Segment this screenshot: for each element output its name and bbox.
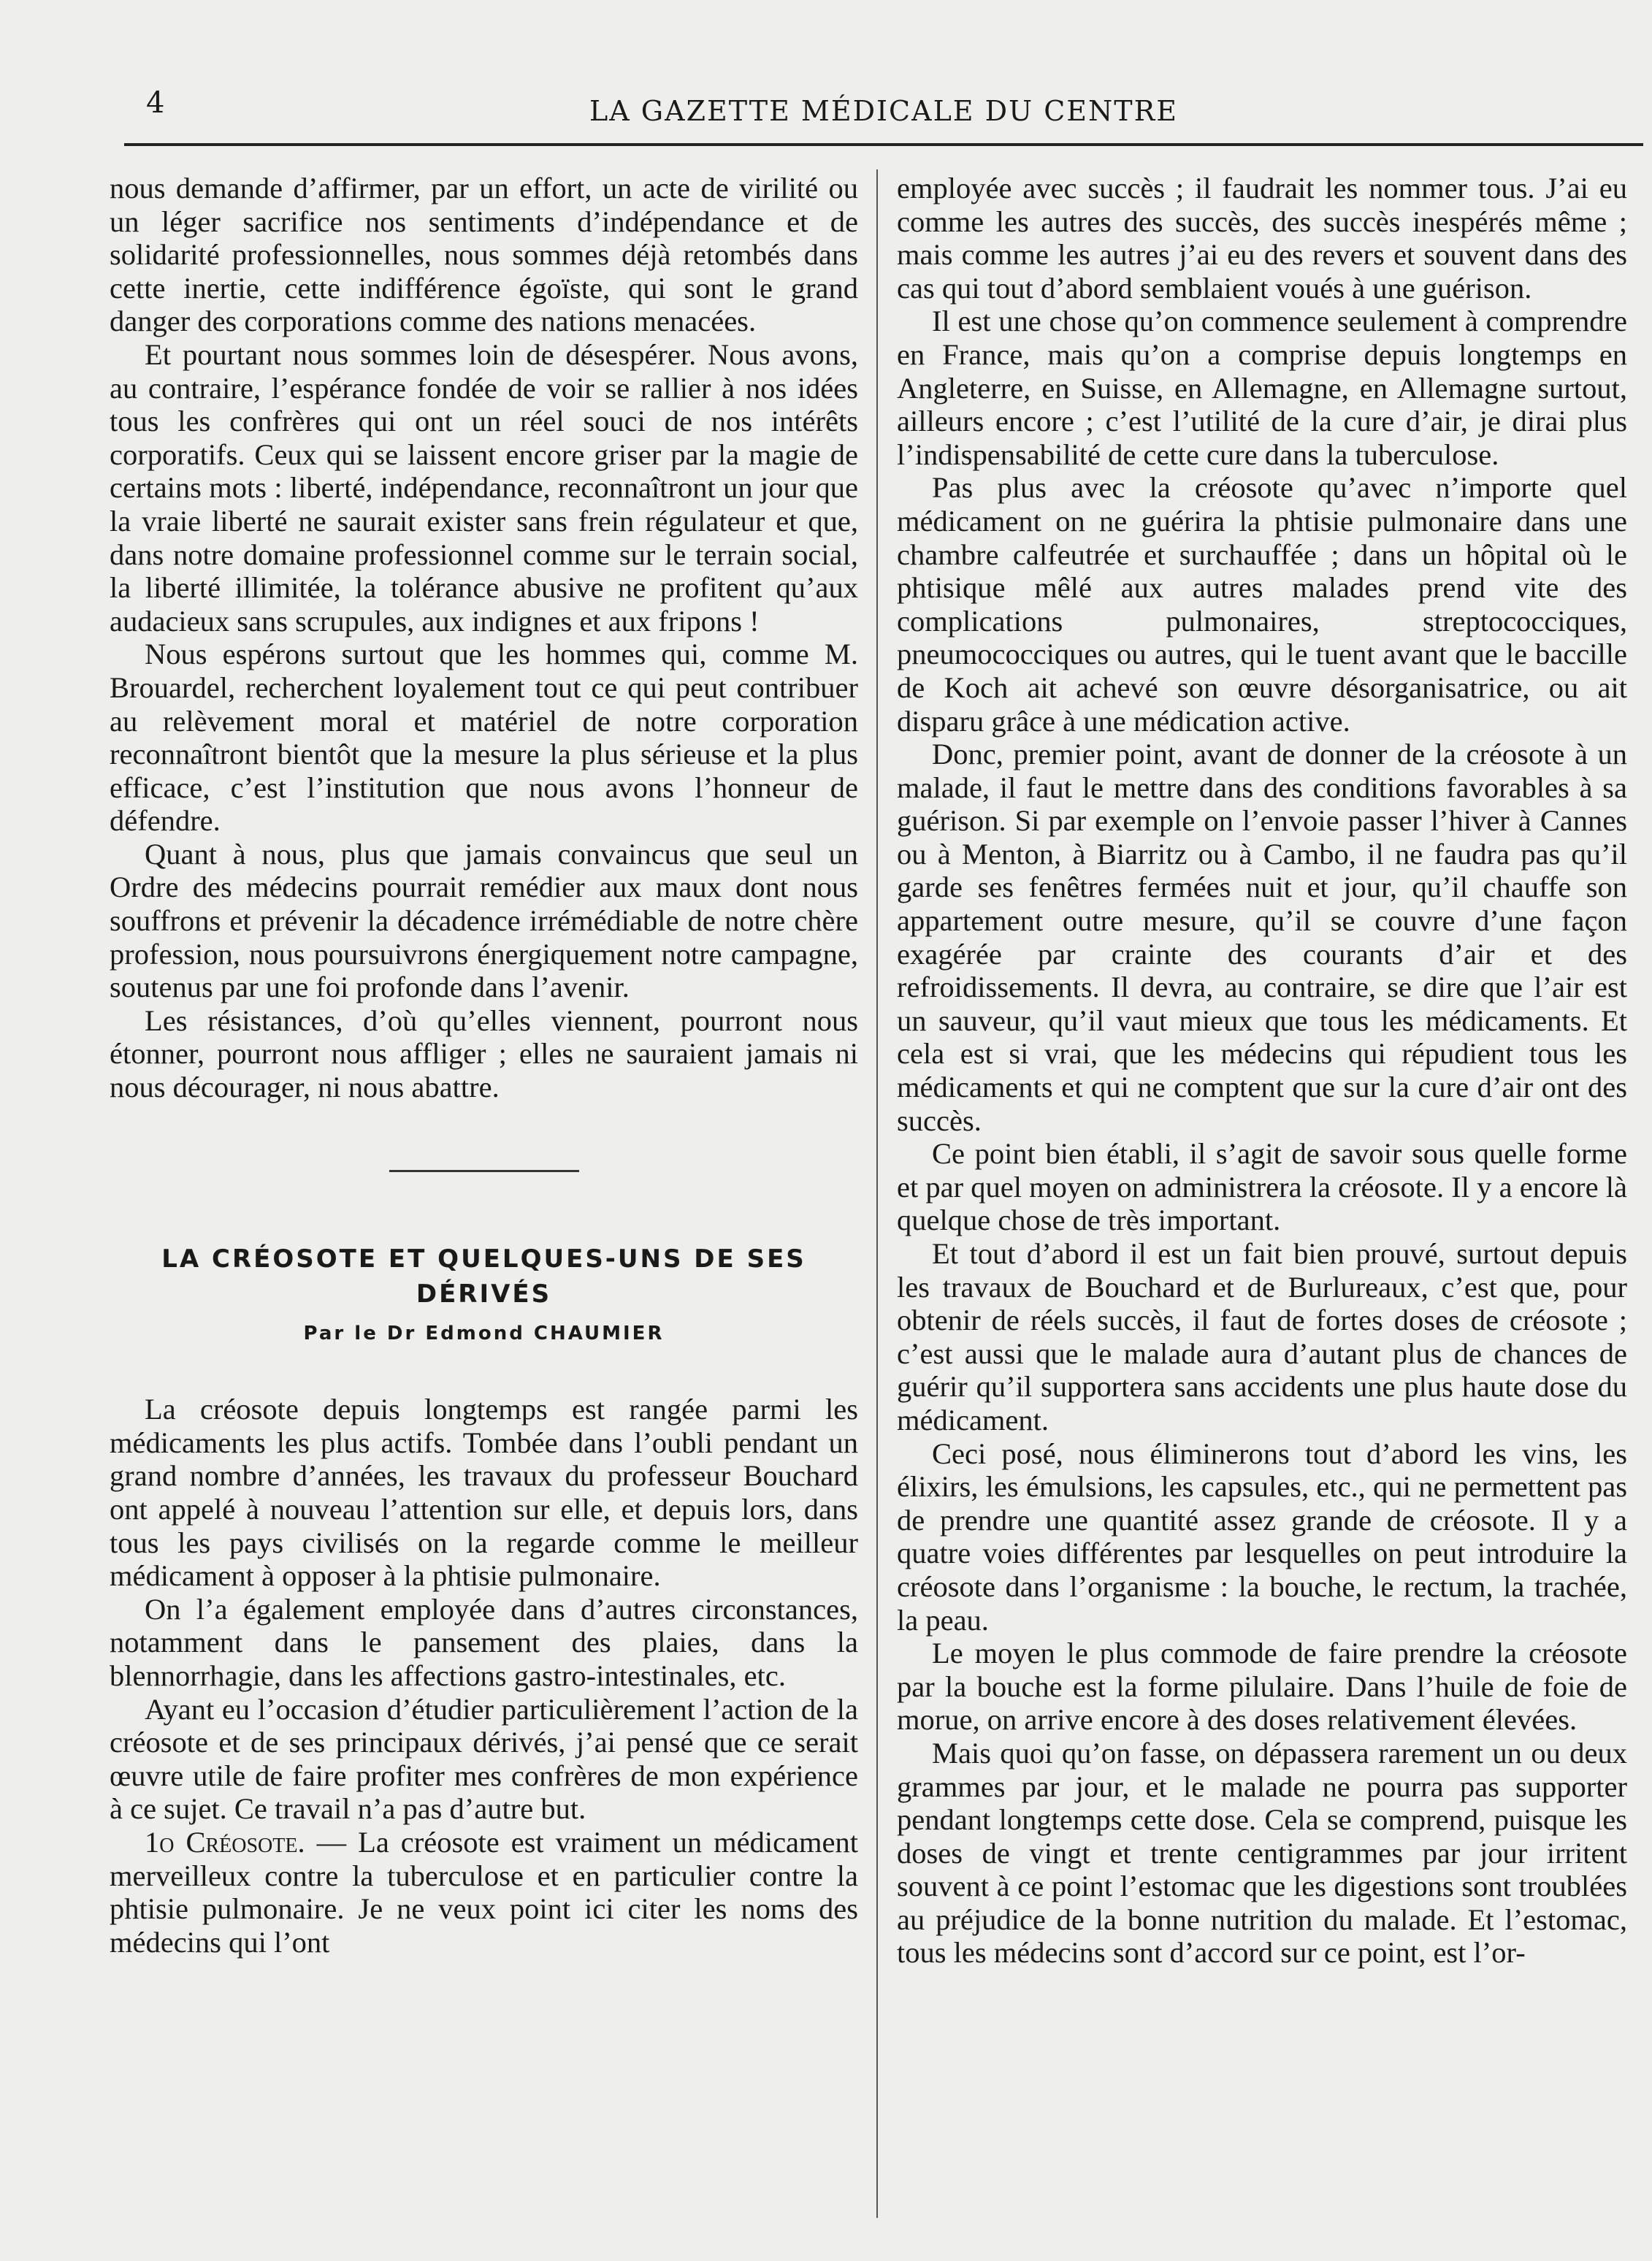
paragraph: Quant à nous, plus que jamais convaincus que seul un Ordre des médecins pourrait remédier aux maux dont nous souffrons et prévenir la décadence irrémédiable de notre chère profession, nous poursuivrons énergiquement notre campagne, soutenus par une foi profonde dans l’avenir. (110, 837, 858, 1004)
paragraph: La créosote depuis longtemps est rangée parmi les médicaments les plus actifs. Tombée dans l’oubli pendant un grand nombre d’années, les travaux du professeur Bouchard ont appelé à nouveau l’attention sur elle, et depuis lors, dans tous les pays civilisés on la regarde comme le meilleur médicament à opposer à la phtisie pulmonaire. (110, 1393, 858, 1593)
paragraph: Nous espérons surtout que les hommes qui, comme M. Brouardel, recherchent loyalement tout ce qui peut contribuer au relèvement moral et matériel de notre corporation reconnaîtront bientôt que la mesure la plus sérieuse et la plus efficace, c’est l’institution que nous avons l’honneur de défendre. (110, 638, 858, 838)
article-title: LA CRÉOSOTE ET QUELQUES-UNS DE SES DÉRIVÉS (161, 1244, 806, 1309)
running-title: LA GAZETTE MÉDICALE DU CENTRE (589, 95, 1178, 127)
paragraph: Donc, premier point, avant de donner de la créosote à un malade, il faut le mettre dans des conditions favorables à sa guérison. Si par exemple on l’envoie passer l’hiver à Cannes ou à Menton, à Biarritz ou à Cambo, il ne faudra pas qu’il garde ses fenêtres fermées nuit et jour, qu’il chauffe son appartement outre mesure, qu’il se couvre d’une façon exagérée par crainte des courants d’air et des refroidissements. Il devra, au contraire, se dire que l’air est un sauveur, qu’il vaut mieux que tous les médicaments. Et cela est si vrai, que les médecins qui répudient tous les médicaments et qui ne comptent que sur la cure d’air ont des succès. (897, 738, 1627, 1137)
paragraph-text: — La créosote est vraiment un médicament merveilleux contre la tuberculose et en particulier contre la phtisie pulmonaire. Je ne veux point ici citer les noms des médecins qui l’ont (110, 1825, 859, 1959)
column-divider (876, 169, 878, 2218)
paragraph: nous demande d’affirmer, par un effort, un acte de virilité ou un léger sacrifice nos sentiments d’indépendance et de solidarité professionnelles, nous sommes déjà retombés dans cette inertie, cette indifférence égoïste, qui sont le grand danger des corporations comme des nations menacées. (110, 172, 858, 338)
paragraph: Et pourtant nous sommes loin de désespérer. Nous avons, au contraire, l’espérance fondée de voir se rallier à nos idées tous les confrères qui ont un réel souci de nos intérêts corporatifs. Ceux qui se laissent encore griser par la magie de certains mots : liberté, indépendance, reconnaîtront un jour que la vraie liberté ne saurait exister sans frein régulateur et que, dans notre domaine professionnel comme sur le terrain social, la liberté illimitée, la tolérance abusive ne profitent qu’aux audacieux sans scrupules, aux indignes et aux fripons ! (110, 337, 858, 638)
paragraph: Les résistances, d’où qu’elles viennent, pourront nous étonner, pourront nous affliger ; elles ne sauraient jamais ni nous décourager, ni nous abattre. (110, 1003, 858, 1104)
page-header (124, 86, 1643, 145)
page-number: 4 (146, 86, 165, 120)
paragraph: Il est une chose qu’on commence seulement à comprendre en France, mais qu’on a comprise depuis longtemps en Angleterre, en Suisse, en Allemagne, en Allemagne surtout, ailleurs encore ; c’est l’utilité de la cure d’air, je dirai plus l’indispensabilité de cette cure dans la tuberculose. (897, 305, 1627, 471)
right-column (897, 172, 1627, 1970)
paragraph: On l’a également employée dans d’autres circonstances, notamment dans le pansement des plaies, dans la blennorrhagie, dans les affections gastro-intestinales, etc. (110, 1592, 858, 1692)
paragraph: Ayant eu l’occasion d’étudier particulièrement l’action de la créosote et de ses principaux dérivés, j’ai pensé que ce serait œuvre utile de faire profiter mes confrères de mon expérience à ce sujet. Ce travail n’a pas d’autre but. (110, 1692, 858, 1826)
section-separator (389, 1170, 579, 1172)
section-heading-creosote: 1o Créosote. (145, 1825, 305, 1859)
left-column (110, 172, 858, 1959)
paragraph: Pas plus avec la créosote qu’avec n’importe quel médicament on ne guérira la phtisie pulmonaire dans une chambre calfeutrée et surchauffée ; dans un hôpital où le phtisique mêlé aux autres malades prend vite des complications pulmonaires, streptococciques, pneumococciques ou autres, qui le tuent avant que le baccille de Koch ait achevé son œuvre désorganisatrice, ou ait disparu grâce à une médication active. (897, 471, 1627, 738)
paragraph: Et tout d’abord il est un fait bien prouvé, surtout depuis les travaux de Bouchard et de Burlureaux, c’est que, pour obtenir de réels succès, il faut de fortes doses de créosote ; c’est aussi que le malade aura d’autant plus de chances de guérir qu’il supportera sans accidents une plus haute dose du médicament. (897, 1237, 1627, 1436)
paragraph: Ceci posé, nous éliminerons tout d’abord les vins, les élixirs, les émulsions, les capsules, etc., qui ne permettent pas de prendre une quantité assez grande de créosote. Il y a quatre voies différentes par lesquelles on peut introduire la créosote dans l’organisme : la bouche, le rectum, la trachée, la peau. (897, 1436, 1627, 1637)
article-byline: Par le Dr Edmond CHAUMIER (303, 1322, 665, 1344)
paragraph: employée avec succès ; il faudrait les nommer tous. J’ai eu comme les autres des succès, des succès inespérés même ; mais comme les autres j’ai eu des revers et souvent dans des cas qui tout d’abord semblaient voués à une guérison. (897, 172, 1627, 305)
header-rule (124, 143, 1643, 146)
paragraph: Ce point bien établi, il s’agit de savoir sous quelle forme et par quel moyen on administrera la créosote. Il y a encore là quelque chose de très important. (897, 1137, 1627, 1237)
paragraph: Mais quoi qu’on fasse, on dépassera rarement un ou deux grammes par jour, et le malade ne pourra pas supporter pendant longtemps cette dose. Cela se comprend, puisque les doses de vingt et trente centigrammes par jour irritent souvent à ce point l’estomac que les digestions sont troublées au préjudice de la bonne nutrition du malade. Et l’estomac, tous les médecins sont d’accord sur ce point, est l’or- (897, 1736, 1627, 1970)
paragraph-creosote (110, 1826, 858, 1959)
paragraph: Le moyen le plus commode de faire prendre la créosote par la bouche est la forme pilulaire. Dans l’huile de foie de morue, on arrive encore à des doses relativement élevées. (897, 1637, 1627, 1737)
